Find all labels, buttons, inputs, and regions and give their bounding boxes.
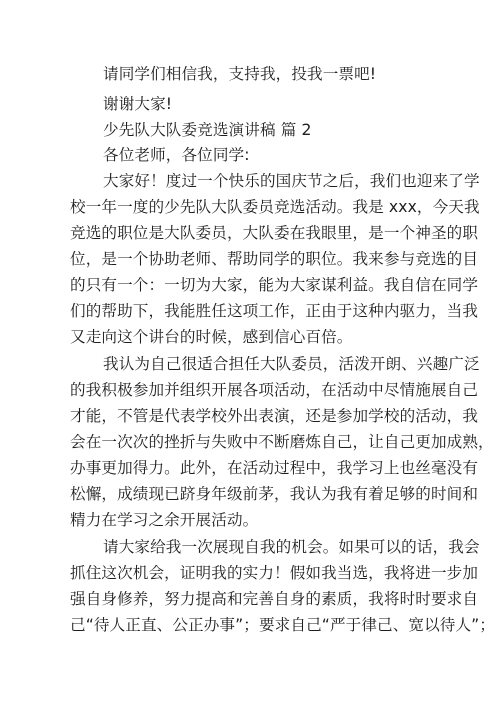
paragraph-1-line-3: 竞选的职位是大队委员，大队委在我眼里，是一个神圣的职 — [70, 224, 479, 242]
paragraph-1-line-1: 大家好！度过一个快乐的国庆节之后，我们也迎来了学 — [103, 172, 480, 190]
section-title: 少先队大队委竞选演讲稿 篇 2 — [103, 121, 312, 139]
paragraph-3-line-2: 抓住这次机会，证明我的实力！假如我当选，我将进一步加 — [70, 564, 479, 582]
paragraph-3-line-1: 请大家给我一次展现自我的机会。如果可以的话，我会 — [103, 538, 480, 556]
paragraph-1-line-2: 校一年一度的少先队大队委员竞选活动。我是 xxx，今天我 — [70, 198, 480, 216]
closing-request-line: 请同学们相信我，支持我，投我一票吧! — [103, 65, 377, 83]
paragraph-1-line-5: 的只有一个：一切为大家，能为大家谋利益。我自信在同学 — [70, 276, 479, 294]
paragraph-2-line-3: 才能，不管是代表学校外出表演，还是参加学校的活动，我 — [70, 407, 479, 425]
paragraph-3-line-4: 己“待人正直、公正办事”；要求自己“严于律己、宽以待人”； — [70, 616, 496, 634]
paragraph-3-line-3: 强自身修养，努力提高和完善自身的素质，我将时时要求自 — [70, 590, 479, 608]
paragraph-2-line-7: 精力在学习之余开展活动。 — [70, 511, 259, 529]
paragraph-1-line-7: 又走向这个讲台的时候，感到信心百倍。 — [70, 328, 353, 346]
paragraph-2-line-1: 我认为自己很适合担任大队委员，活泼开朗、兴趣广泛 — [103, 355, 480, 373]
paragraph-2-line-6: 松懈，成绩现已跻身年级前茅，我认为我有着足够的时间和 — [70, 485, 479, 503]
thanks-line: 谢谢大家! — [103, 95, 173, 113]
paragraph-2-line-4: 会在一次次的挫折与失败中不断磨炼自己，让自己更加成熟， — [70, 433, 494, 451]
greeting-line: 各位老师，各位同学: — [103, 146, 250, 164]
paragraph-1-line-6: 们的帮助下，我能胜任这项工作，正由于这种内驱力，当我 — [70, 302, 479, 320]
paragraph-1-line-4: 位，是一个协助老师、帮助同学的职位。我来参与竞选的目 — [70, 250, 479, 268]
paragraph-2-line-2: 的我积极参加并组织开展各项活动，在活动中尽情施展自己 — [70, 381, 479, 399]
paragraph-2-line-5: 办事更加得力。此外，在活动过程中，我学习上也丝毫没有 — [70, 459, 479, 477]
